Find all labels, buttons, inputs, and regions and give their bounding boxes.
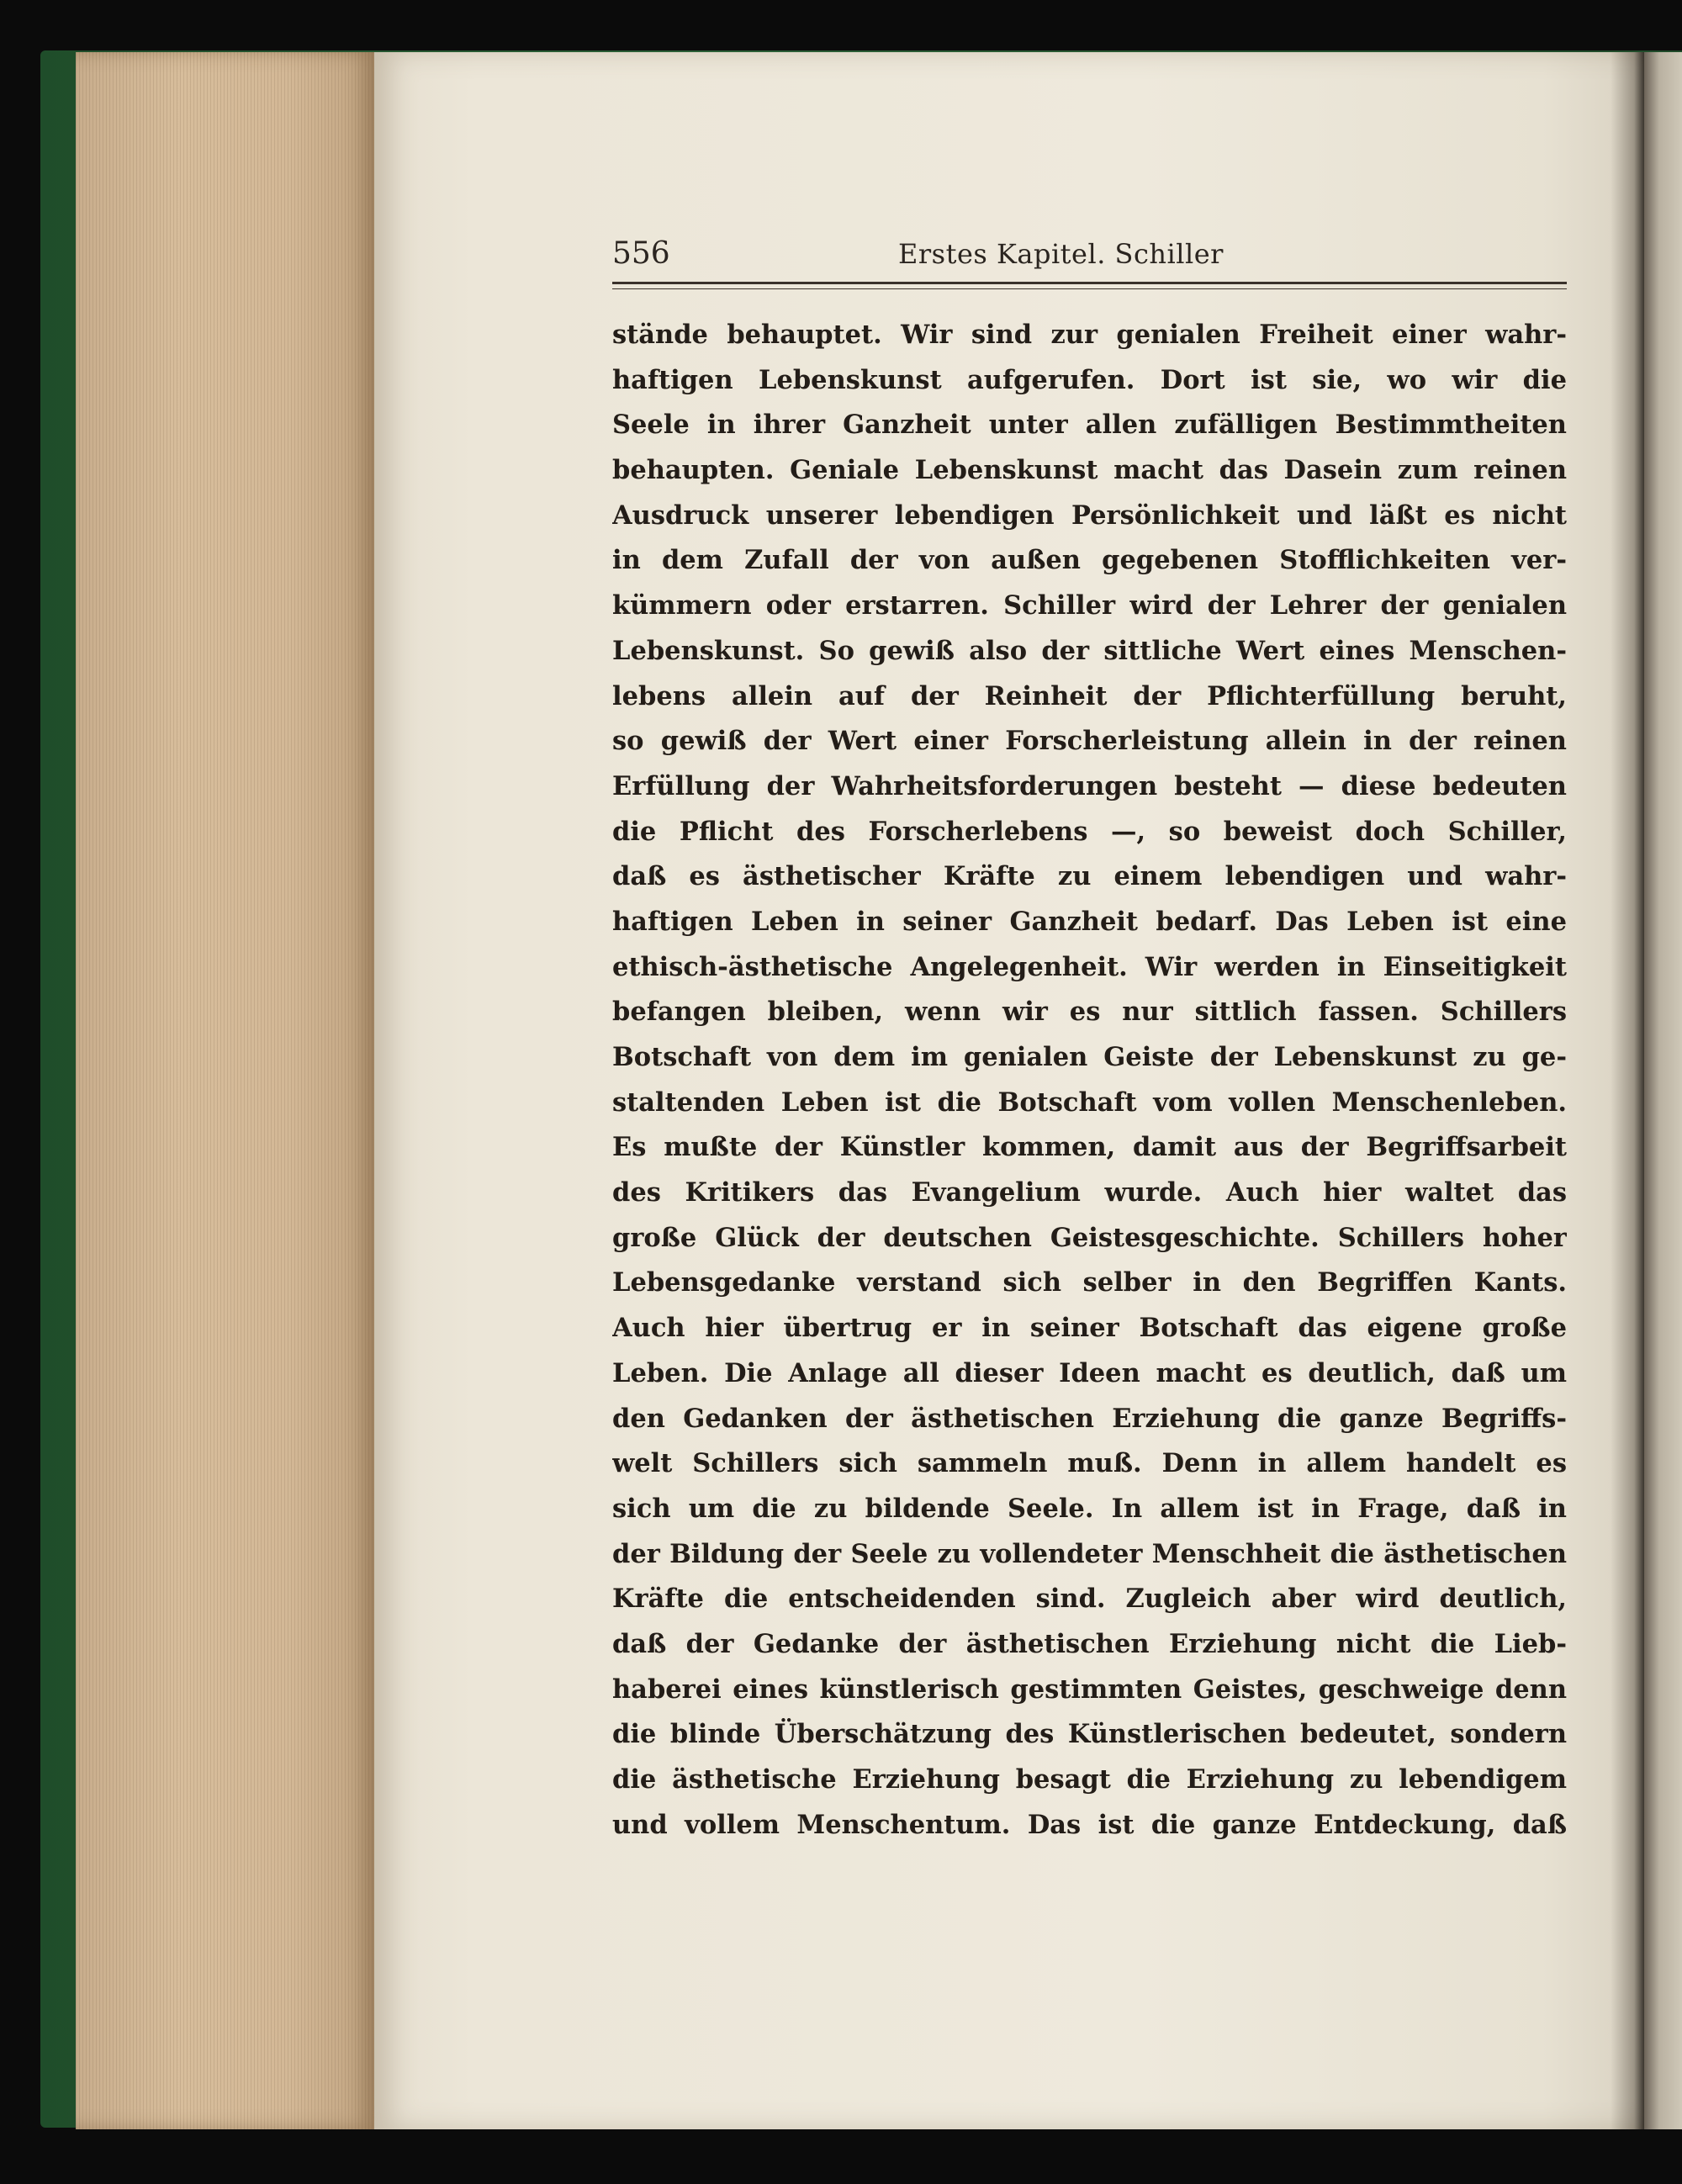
text-line: den Gedanken der ästhetischen Erziehung die ganze Begriffs- — [612, 1403, 1567, 1434]
text-line: Kräfte die entscheidenden sind. Zugleich aber wird deutlich, — [612, 1584, 1567, 1615]
text-line: Auch hier übertrug er in seiner Botschaft das eigene große — [612, 1313, 1567, 1344]
text-line: Botschaft von dem im genialen Geiste der Lebenskunst zu ge- — [612, 1042, 1567, 1072]
text-line: in dem Zufall der von außen gegebenen Stofflichkeiten ver- — [612, 545, 1567, 576]
page-gutter — [1611, 52, 1644, 2129]
page-header — [612, 234, 1567, 281]
text-line: die ästhetische Erziehung besagt die Erziehung zu lebendigem — [612, 1764, 1567, 1795]
text-line: die Pflicht des Forscherlebens —, so beweist doch Schiller, — [612, 816, 1567, 847]
header-rule-thin — [612, 288, 1567, 289]
text-line: Ausdruck unserer lebendigen Persönlichkeit und läßt es nicht — [612, 500, 1567, 531]
text-line: Erfüllung der Wahrheitsforderungen besteht — diese bedeuten — [612, 770, 1567, 801]
text-line: staltenden Leben ist die Botschaft vom vollen Menschenleben. — [612, 1087, 1567, 1118]
text-line: die blinde Überschätzung des Künstlerischen bedeutet, sondern — [612, 1719, 1567, 1750]
text-line: und vollem Menschentum. Das ist die ganze Entdeckung, daß — [612, 1809, 1567, 1840]
text-line: Lebensgedanke verstand sich selber in den Begriffen Kants. — [612, 1267, 1567, 1298]
text-line: Es mußte der Künstler kommen, damit aus der Begriffsarbeit — [612, 1132, 1567, 1163]
text-line: Lebenskunst. So gewiß also der sittliche Wert eines Menschen- — [612, 635, 1567, 666]
facing-page-edge — [1644, 52, 1682, 2129]
text-line: Seele in ihrer Ganzheit unter allen zufälligen Bestimmtheiten — [612, 410, 1567, 441]
text-line: sich um die zu bildende Seele. In allem ist in Frage, daß in — [612, 1493, 1567, 1524]
text-line: Leben. Die Anlage all dieser Ideen macht es deutlich, daß um — [612, 1357, 1567, 1388]
text-line: befangen bleiben, wenn wir es nur sittlich fassen. Schillers — [612, 997, 1567, 1028]
header-rule-thick — [612, 282, 1567, 284]
text-line: haftigen Lebenskunst aufgerufen. Dort ist sie, wo wir die — [612, 364, 1567, 395]
text-line: der Bildung der Seele zu vollendeter Menschheit die ästhetischen — [612, 1538, 1567, 1569]
text-line: ethisch-ästhetische Angelegenheit. Wir werden in Einseitigkeit — [612, 951, 1567, 982]
text-line: haberei eines künstlerisch gestimmten Geistes, geschweige denn — [612, 1674, 1567, 1705]
running-head: Erstes Kapitel. Schiller — [898, 238, 1224, 270]
text-line: welt Schillers sich sammeln muß. Denn in allem handelt es — [612, 1448, 1567, 1479]
page-number: 556 — [612, 236, 670, 271]
text-line: daß es ästhetischer Kräfte zu einem lebendigen und wahr- — [612, 861, 1567, 892]
text-line: des Kritikers das Evangelium wurde. Auch hier waltet das — [612, 1177, 1567, 1208]
text-line: lebens allein auf der Reinheit der Pflichterfüllung beruht, — [612, 680, 1567, 711]
text-line: so gewiß der Wert einer Forscherleistung allein in der reinen — [612, 726, 1567, 757]
page-edges — [76, 52, 378, 2129]
text-line: haftigen Leben in seiner Ganzheit bedarf. Das Leben ist eine — [612, 906, 1567, 937]
text-line: daß der Gedanke der ästhetischen Erziehung nicht die Lieb- — [612, 1628, 1567, 1659]
text-line: kümmern oder erstarren. Schiller wird der Lehrer der genialen — [612, 590, 1567, 621]
text-line: große Glück der deutschen Geistesgeschichte. Schillers hoher — [612, 1222, 1567, 1253]
text-line: behaupten. Geniale Lebenskunst macht das Dasein zum reinen — [612, 455, 1567, 486]
body-text — [612, 313, 1567, 1894]
text-line: stände behauptet. Wir sind zur genialen Freiheit einer wahr- — [612, 320, 1567, 350]
